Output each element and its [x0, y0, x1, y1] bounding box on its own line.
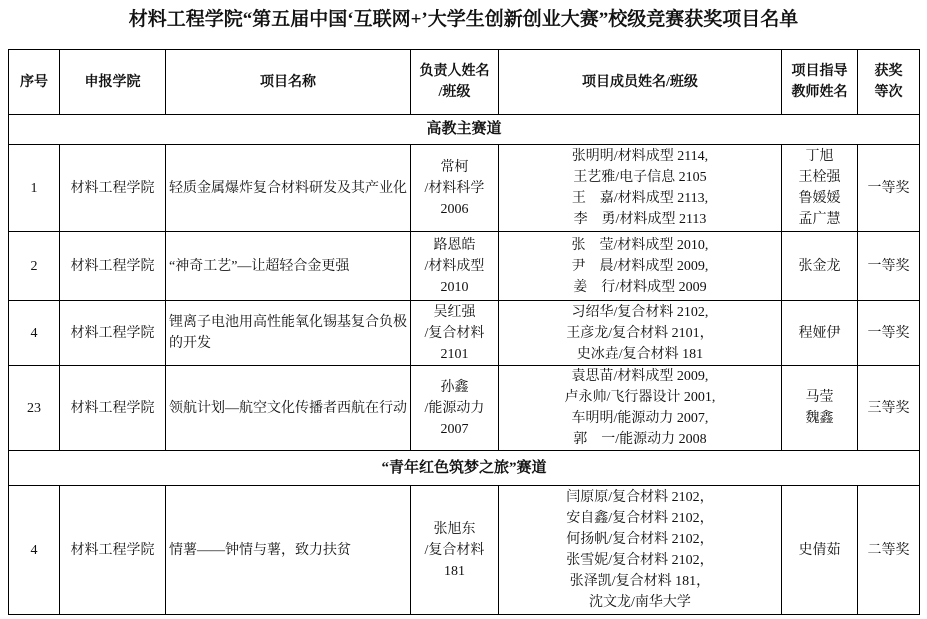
table-row: [9, 486, 920, 615]
cell-members: [499, 145, 782, 232]
cell-advisors: [782, 145, 858, 232]
header-college: 申报学院: [60, 50, 166, 115]
member-line: 卢永帅/飞行器设计 2001,: [564, 390, 716, 405]
member-line: 安自鑫/复合材料 2102，: [566, 511, 714, 526]
section-title: “青年红色筑梦之旅”赛道: [9, 451, 920, 486]
cell-no: 2: [9, 232, 60, 301]
cell-leader: [411, 145, 499, 232]
header-members: 项目成员姓名/班级: [499, 50, 782, 115]
advisor-line: 鲁媛媛: [798, 191, 841, 206]
cell-project: 情薯——钟情与薯，致力扶贫: [166, 486, 411, 615]
cell-members: [499, 486, 782, 615]
advisor-line: 程娅伊: [798, 325, 841, 341]
member-line: 张雪妮/复合材料 2102，: [566, 553, 714, 568]
cell-college: 材料工程学院: [60, 366, 166, 451]
header-advisor-line: 教师姓名: [791, 85, 848, 100]
member-line: 李 勇/材料成型 2113: [573, 212, 707, 227]
table-row: [9, 366, 920, 451]
cell-members: [499, 366, 782, 451]
document-title: 材料工程学院“第五届中国‘互联网+’大学生创新创业大赛”校级竞赛获奖项目名单: [128, 9, 799, 30]
cell-no: 4: [9, 486, 60, 615]
table-row: [9, 301, 920, 366]
member-line: 姜 行/材料成型 2009: [573, 279, 707, 295]
advisor-line: 魏鑫: [805, 411, 834, 426]
cell-project: 锂离子电池用高性能氧化锡基复合负极的开发: [166, 301, 411, 366]
table-row: [9, 145, 920, 232]
member-line: 何扬帆/复合材料 2102，: [566, 532, 714, 547]
advisor-line: 马莹: [805, 390, 834, 405]
leader-line: 2006: [440, 201, 469, 217]
cell-leader: [411, 301, 499, 366]
header-row: [9, 50, 920, 115]
leader-line: 路恩皓: [433, 237, 476, 253]
leader-line: 181: [444, 563, 465, 579]
section-title: 高教主赛道: [9, 115, 920, 145]
leader-line: 2101: [440, 346, 469, 362]
cell-leader: [411, 232, 499, 301]
cell-college: 材料工程学院: [60, 232, 166, 301]
cell-award: 一等奖: [858, 145, 920, 232]
leader-line: 吴红强: [433, 304, 476, 320]
leader-line: /能源动力: [424, 400, 485, 416]
cell-award: 二等奖: [858, 486, 920, 615]
cell-award: 一等奖: [858, 301, 920, 366]
header-leader-line: /班级: [438, 85, 471, 100]
leader-line: /材料科学: [424, 180, 485, 196]
leader-line: /复合材料: [424, 542, 485, 558]
header-advisor: [782, 50, 858, 115]
cell-award: 一等奖: [858, 232, 920, 301]
cell-members: [499, 301, 782, 366]
advisor-line: 王栓强: [798, 170, 841, 185]
cell-project: “神奇工艺”—让超轻合金更强: [166, 232, 411, 301]
leader-line: 常柯: [440, 159, 469, 175]
member-line: 习绍华/复合材料 2102,: [571, 304, 709, 320]
member-line: 郭 一/能源动力 2008: [573, 432, 707, 447]
member-line: 王彦龙/复合材料 2101，: [566, 325, 714, 341]
member-line: 张明明/材料成型 2114,: [571, 149, 709, 164]
member-line: 闫原原/复合材料 2102，: [566, 490, 714, 505]
leader-line: /材料成型: [424, 258, 485, 274]
award-table: [8, 49, 920, 615]
leader-line: 张旭东: [433, 521, 476, 537]
member-line: 张 莹/材料成型 2010,: [571, 237, 709, 253]
member-line: 沈文龙/南华大学: [589, 595, 691, 610]
leader-line: /复合材料: [424, 325, 485, 341]
cell-advisors: [782, 232, 858, 301]
cell-college: 材料工程学院: [60, 486, 166, 615]
cell-college: 材料工程学院: [60, 301, 166, 366]
header-project: 项目名称: [166, 50, 411, 115]
member-line: 袁思苗/材料成型 2009,: [571, 369, 709, 384]
header-leader: [411, 50, 499, 115]
cell-members: [499, 232, 782, 301]
cell-no: 1: [9, 145, 60, 232]
member-line: 张泽凯/复合材料 181，: [569, 574, 711, 589]
header-no: 序号: [9, 50, 60, 115]
member-line: 王 嘉/材料成型 2113,: [571, 191, 709, 206]
advisor-line: 丁旭: [805, 149, 834, 164]
advisor-line: 张金龙: [798, 258, 841, 274]
section-row: [9, 115, 920, 145]
member-line: 史冰垚/复合材料 181: [576, 346, 704, 362]
advisor-line: 史倩茹: [798, 542, 841, 558]
cell-award: 三等奖: [858, 366, 920, 451]
cell-leader: [411, 486, 499, 615]
section-row: [9, 451, 920, 486]
header-advisor-line: 项目指导: [791, 64, 848, 79]
advisor-line: 孟广慧: [798, 212, 841, 227]
member-line: 车明明/能源动力 2007,: [571, 411, 709, 426]
cell-project: 轻质金属爆炸复合材料研发及其产业化: [166, 145, 411, 232]
member-line: 尹 晨/材料成型 2009,: [571, 258, 709, 274]
leader-line: 2007: [440, 421, 469, 437]
header-award-label: 获奖等次: [874, 64, 903, 100]
header-leader-line: 负责人姓名: [419, 64, 490, 79]
cell-advisors: [782, 486, 858, 615]
cell-advisors: [782, 366, 858, 451]
cell-leader: [411, 366, 499, 451]
cell-advisors: [782, 301, 858, 366]
member-line: 王艺雅/电子信息 2105: [573, 170, 707, 185]
table-row: [9, 232, 920, 301]
leader-line: 2010: [440, 279, 469, 295]
leader-line: 孙鑫: [440, 379, 469, 395]
cell-no: 4: [9, 301, 60, 366]
cell-no: 23: [9, 366, 60, 451]
header-award: [858, 50, 920, 115]
cell-college: 材料工程学院: [60, 145, 166, 232]
cell-project: 领航计划—航空文化传播者西航在行动: [166, 366, 411, 451]
